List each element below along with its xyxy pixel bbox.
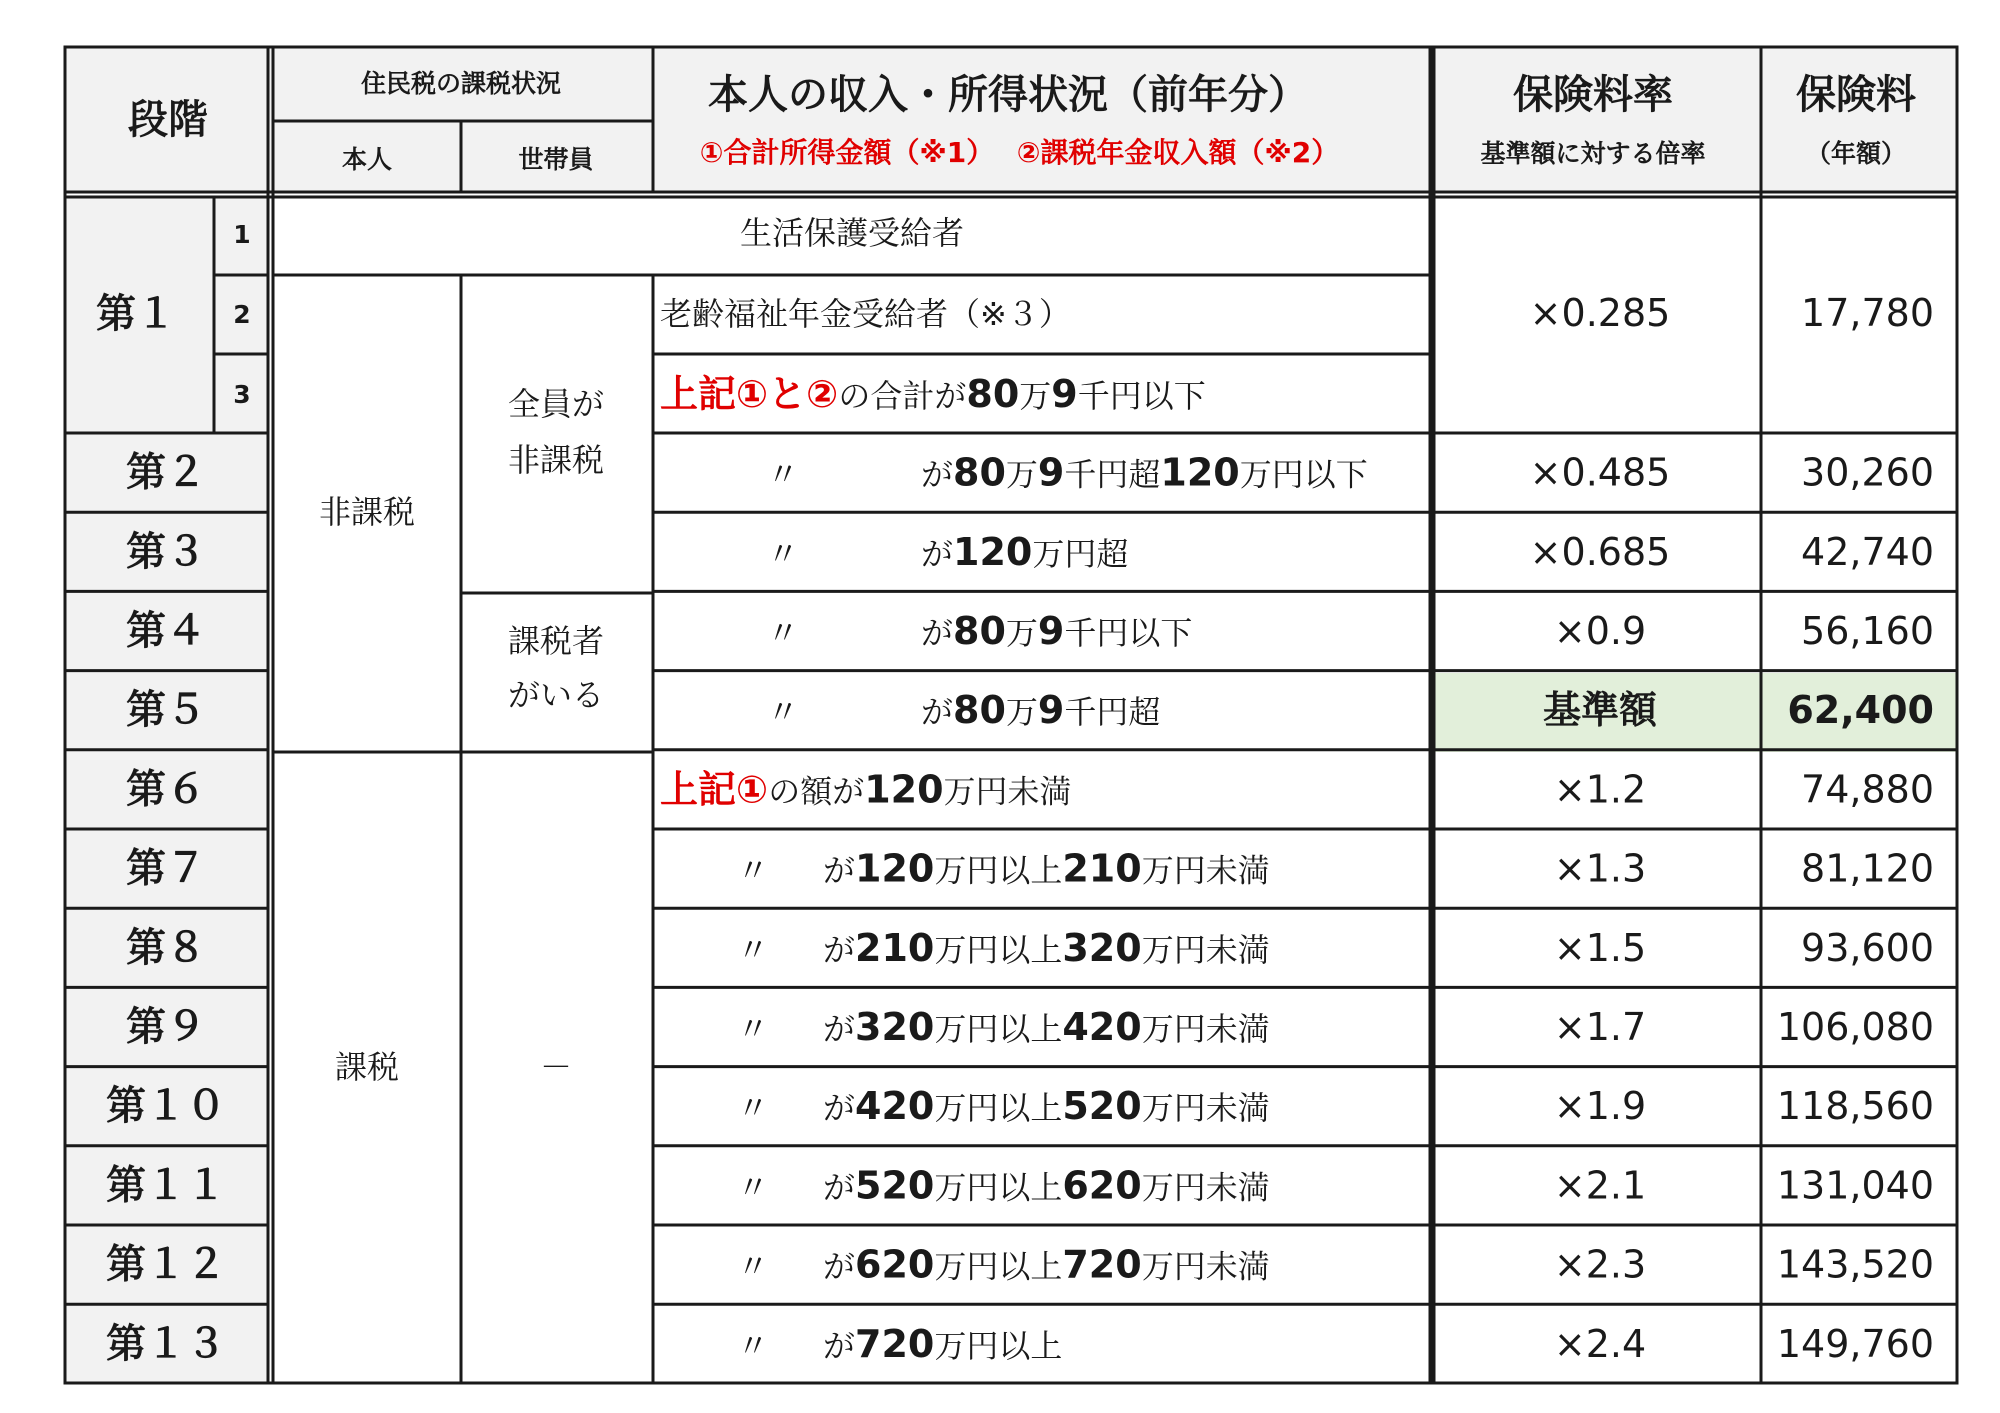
group-has-taxed-2: がいる bbox=[507, 676, 605, 714]
stage-label: 第１２ bbox=[106, 1241, 226, 1288]
group-has-taxed-1: 課税者 bbox=[507, 622, 605, 660]
ditto-mark: 〃 bbox=[737, 1247, 770, 1286]
fee-value: 74,880 bbox=[1801, 767, 1934, 812]
fee-value: 17,780 bbox=[1801, 291, 1934, 335]
rate-value: ×0.9 bbox=[1553, 609, 1647, 653]
ditto-mark: 〃 bbox=[767, 693, 800, 732]
stage-label: 第６ bbox=[126, 766, 206, 813]
stage-label: 第３ bbox=[126, 528, 206, 575]
condition-text: が120万円超 bbox=[921, 529, 1129, 574]
fee-value: 56,160 bbox=[1801, 609, 1934, 653]
ditto-mark: 〃 bbox=[737, 930, 770, 969]
group-taxed: 課税 bbox=[334, 1048, 400, 1086]
condition-text: が80万9千円超 bbox=[921, 688, 1161, 733]
condition-text: が420万円以上520万円未満 bbox=[823, 1084, 1270, 1129]
header-income: 本人の収入・所得状況（前年分） bbox=[708, 72, 1308, 118]
condition-text: が80万9千円超120万円以下 bbox=[921, 450, 1368, 495]
welfare-recipient: 生活保護受給者 bbox=[739, 214, 965, 252]
fee-value: 30,260 bbox=[1801, 450, 1934, 495]
group-nontaxed: 非課税 bbox=[318, 493, 416, 531]
rate-value: ×1.3 bbox=[1553, 846, 1647, 891]
header-note2: ②課税年金収入額（※2） bbox=[1016, 136, 1340, 169]
group-dash: － bbox=[539, 1048, 573, 1086]
stage-label: 第１０ bbox=[106, 1083, 226, 1130]
condition-text: が720万円以上 bbox=[823, 1321, 1063, 1366]
rate-value: ×0.685 bbox=[1529, 529, 1671, 574]
header-stage: 段階 bbox=[128, 97, 208, 143]
rate-value: ×2.4 bbox=[1553, 1321, 1647, 1366]
condition-text: 上記①の額が120万円未満 bbox=[660, 767, 1072, 812]
fee-value: 143,520 bbox=[1776, 1242, 1934, 1287]
rate-value: ×1.5 bbox=[1553, 925, 1647, 970]
condition-text: が520万円以上620万円未満 bbox=[823, 1163, 1270, 1208]
stage-label: 第５ bbox=[126, 687, 206, 734]
fee-value: 149,760 bbox=[1776, 1321, 1934, 1366]
stage-label: 第２ bbox=[126, 449, 206, 496]
stage-label: 第４ bbox=[126, 608, 206, 654]
header-resident-tax: 住民税の課税状況 bbox=[360, 69, 562, 98]
ditto-mark: 〃 bbox=[737, 1010, 770, 1048]
stage1-condition3: 上記①と②の合計が80万9千円以下 bbox=[660, 372, 1206, 416]
fee-value: 118,560 bbox=[1776, 1084, 1934, 1129]
fee-value: 81,120 bbox=[1801, 846, 1934, 891]
ditto-mark: 〃 bbox=[737, 1089, 770, 1128]
rate-value: ×1.9 bbox=[1553, 1084, 1647, 1129]
stage1-sub1: 1 bbox=[233, 220, 251, 249]
stage1-sub2: 2 bbox=[233, 300, 251, 329]
header-self: 本人 bbox=[341, 145, 393, 174]
ditto-mark: 〃 bbox=[767, 455, 800, 494]
ditto-mark: 〃 bbox=[737, 1326, 770, 1365]
condition-text: が120万円以上210万円未満 bbox=[823, 846, 1270, 891]
header-fee-sub: （年額） bbox=[1805, 139, 1907, 168]
condition-text: が80万9千円以下 bbox=[921, 609, 1193, 653]
rate-value: ×1.2 bbox=[1553, 767, 1647, 812]
pension-recipient: 老齢福祉年金受給者（※３） bbox=[660, 295, 1071, 333]
stage-label: 第８ bbox=[126, 924, 206, 971]
header-rate-sub: 基準額に対する倍率 bbox=[1480, 139, 1706, 168]
stage-label: 第１ bbox=[96, 291, 176, 337]
ditto-mark: 〃 bbox=[737, 851, 770, 890]
group-all-nontaxed-1: 全員が bbox=[507, 385, 605, 423]
stage1-sub3: 3 bbox=[233, 380, 251, 409]
rate-value: ×2.3 bbox=[1553, 1242, 1647, 1287]
condition-text: が320万円以上420万円未満 bbox=[823, 1005, 1270, 1049]
rate-value: ×0.285 bbox=[1529, 291, 1671, 335]
header-rate: 保険料率 bbox=[1513, 72, 1673, 118]
stage-label: 第１３ bbox=[106, 1320, 226, 1367]
condition-text: が620万円以上720万円未満 bbox=[823, 1242, 1270, 1287]
stage-label: 第９ bbox=[126, 1004, 206, 1050]
fee-value: 42,740 bbox=[1801, 529, 1934, 574]
header-note1: ①合計所得金額（※1） bbox=[699, 136, 995, 169]
fee-value: 93,600 bbox=[1801, 925, 1934, 970]
rate-value: 基準額 bbox=[1542, 688, 1658, 733]
group-all-nontaxed-2: 非課税 bbox=[507, 441, 605, 479]
header-fee: 保険料 bbox=[1796, 72, 1916, 118]
fee-value: 62,400 bbox=[1787, 688, 1934, 733]
ditto-mark: 〃 bbox=[737, 1168, 770, 1207]
ditto-mark: 〃 bbox=[767, 614, 800, 652]
rate-value: ×0.485 bbox=[1529, 450, 1671, 495]
stage-label: 第１１ bbox=[106, 1162, 226, 1209]
rate-value: ×1.7 bbox=[1553, 1005, 1647, 1049]
header-household: 世帯員 bbox=[518, 145, 594, 174]
condition-text: が210万円以上320万円未満 bbox=[823, 925, 1270, 970]
ditto-mark: 〃 bbox=[767, 534, 800, 573]
fee-value: 131,040 bbox=[1776, 1163, 1934, 1208]
rate-value: ×2.1 bbox=[1553, 1163, 1647, 1208]
fee-value: 106,080 bbox=[1776, 1005, 1934, 1049]
stage-label: 第７ bbox=[126, 845, 206, 892]
